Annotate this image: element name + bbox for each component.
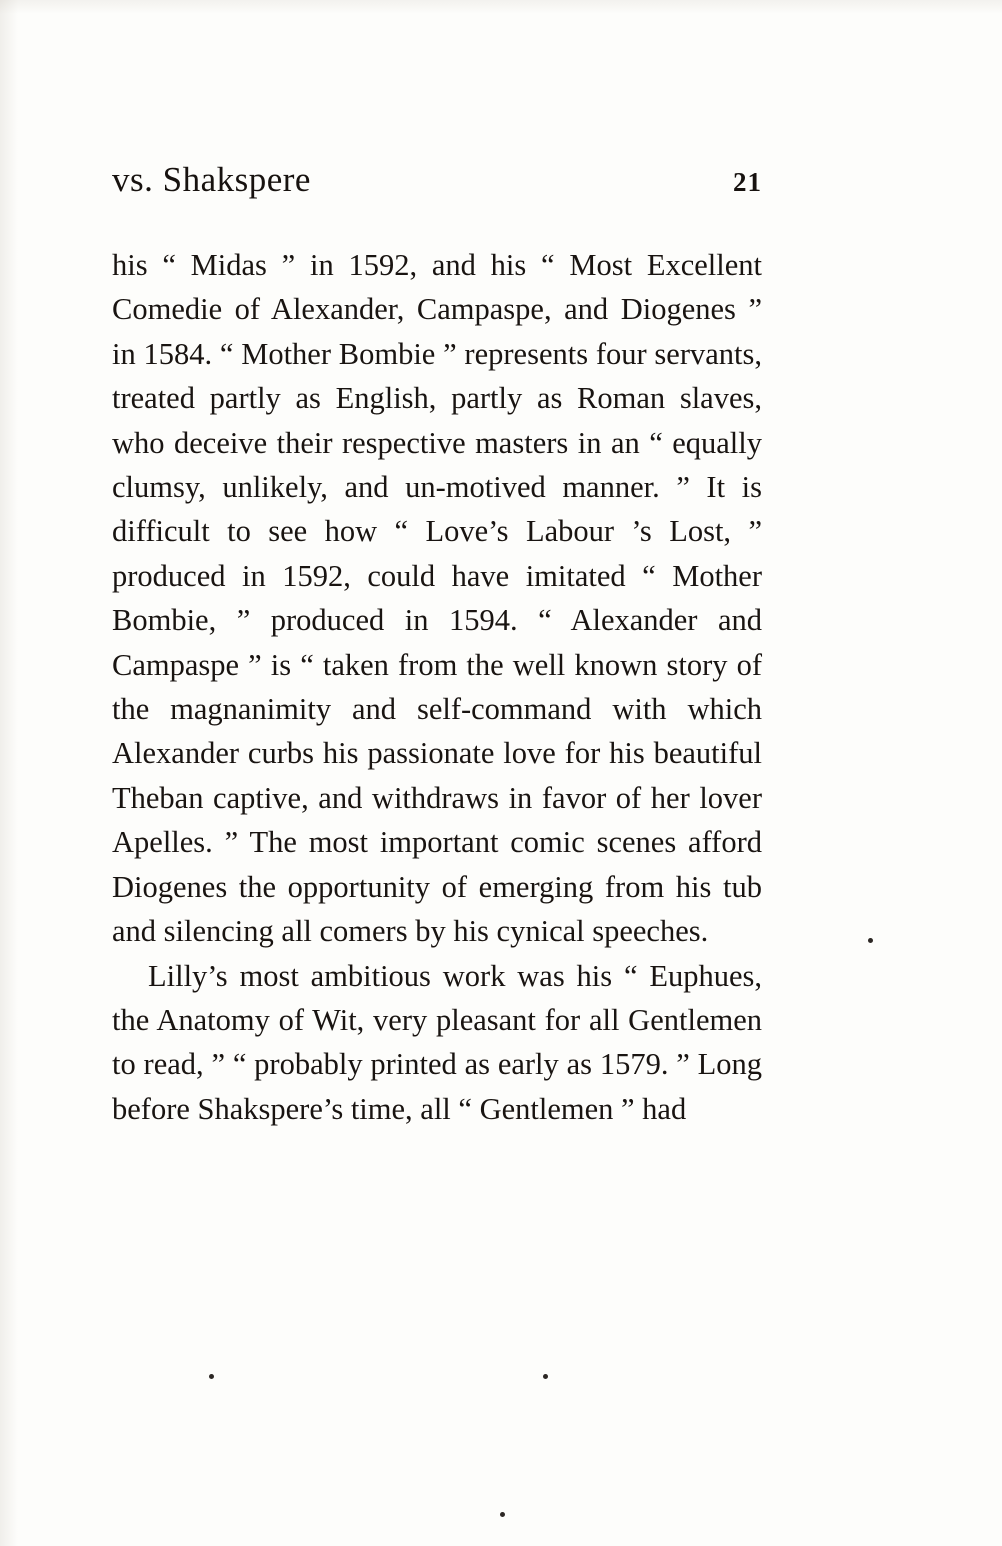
paragraph: his “ Midas ” in 1592, and his “ Most Excellent Comedie of Alexander, Campaspe, and Diogenes ” in 1584. “ Mother Bombie ” represents four servants, treated partly as English, partly as Roman slaves, who deceive their respective masters in an “ equally clumsy, unlikely, and un-motived manner. ” It is difficult to see how “ Love’s Labour ’s Lost, ” produced in 1592, could have imitated “ Mother Bombie, ” produced in 1594. “ Alexander and Campaspe ” is “ taken from the well known story of the magnanimity and self-command with which Alexander curbs his passionate love for his beautiful Theban captive, and withdraws in favor of her lover Apelles. ” The most important comic scenes afford Diogenes the opportunity of emerging from his tub and silencing all comers by his cynical speeches. [112, 248, 762, 949]
page-number: 21 [733, 167, 762, 197]
page-header [112, 160, 762, 208]
ink-speck [500, 1512, 505, 1517]
ink-speck [209, 1374, 214, 1379]
ink-speck [543, 1374, 548, 1379]
running-head: vs. Shakspere [112, 160, 311, 199]
ink-speck [868, 938, 873, 943]
page-body [112, 243, 762, 1131]
page-top-edge-shadow [0, 0, 1002, 14]
paragraph: Lilly’s most ambitious work was his “ Euphues, the Anatomy of Wit, very pleasant for all Gentlemen to read, ” “ probably printed as early as 1579. ” Long before Shakspere’s time, all “ Gentlemen ” had [112, 958, 762, 1126]
page-left-edge-shadow [0, 0, 18, 1546]
